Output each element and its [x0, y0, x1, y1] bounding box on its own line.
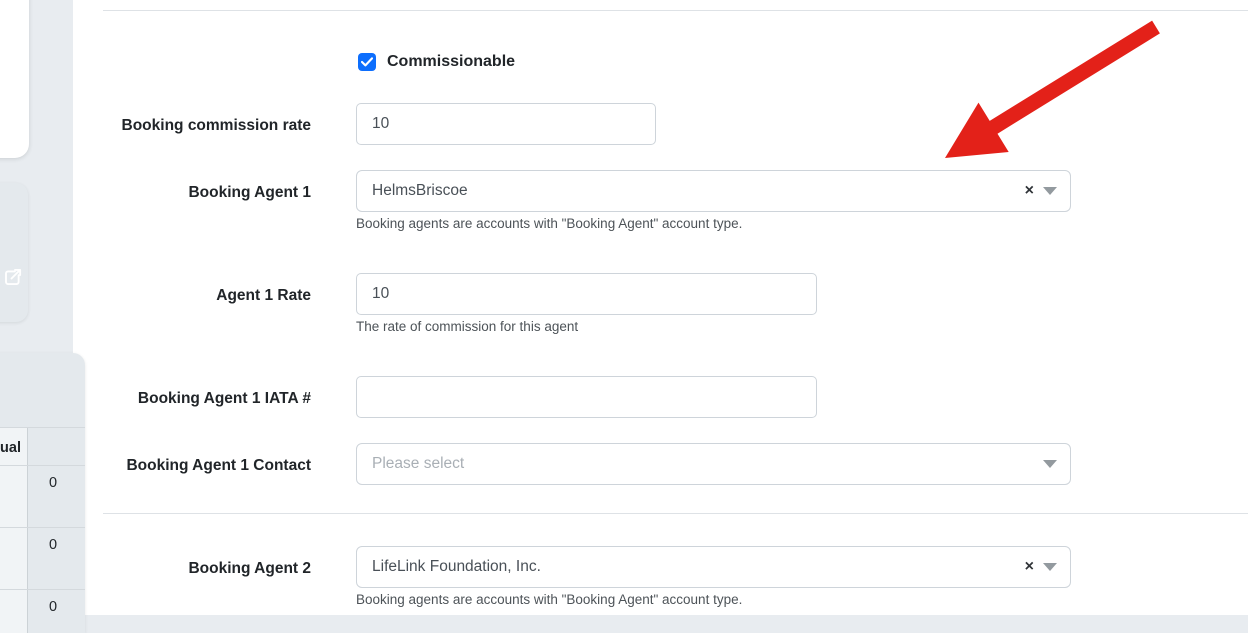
booking-agent-2-label: Booking Agent 2 [188, 560, 311, 577]
section-divider-middle [103, 513, 1248, 514]
sidebar-table-card-fragment [0, 353, 85, 633]
booking-agent-1-chevron-down-icon[interactable] [1043, 187, 1057, 195]
mini-table-cell: 0 [48, 599, 58, 615]
booking-agent-1-contact-label: Booking Agent 1 Contact [126, 457, 311, 474]
booking-agent-1-help: Booking agents are accounts with "Booking Agent" account type. [356, 216, 743, 231]
commissionable-label: Commissionable [387, 53, 516, 70]
mini-table-header-actual: ual [0, 440, 21, 456]
mini-table-cell: 0 [48, 537, 58, 553]
booking-agent-2-help: Booking agents are accounts with "Booking Agent" account type. [356, 592, 743, 607]
checkmark-icon [361, 57, 373, 67]
agent-1-rate-input[interactable] [356, 273, 817, 315]
booking-agent-1-iata-input[interactable] [356, 376, 817, 418]
agent-1-rate-label: Agent 1 Rate [216, 287, 311, 304]
commissionable-checkbox[interactable] [358, 53, 376, 71]
booking-agent-2-select[interactable] [356, 546, 1071, 588]
booking-agent-1-label: Booking Agent 1 [188, 184, 311, 201]
booking-agent-1-iata-label: Booking Agent 1 IATA # [137, 390, 311, 407]
booking-agent-1-contact-select[interactable] [356, 443, 1071, 485]
booking-agent-1-clear-icon[interactable]: × [1024, 182, 1034, 199]
booking-agent-2-chevron-down-icon[interactable] [1043, 563, 1057, 571]
agent-1-rate-help: The rate of commission for this agent [356, 319, 579, 334]
booking-agent-1-contact-chevron-down-icon[interactable] [1043, 460, 1057, 468]
external-link-button[interactable] [3, 267, 23, 292]
booking-commission-rate-input[interactable] [356, 103, 656, 145]
booking-agent-2-clear-icon[interactable]: × [1024, 558, 1034, 575]
mini-table-cell: 0 [48, 475, 58, 491]
booking-agent-1-select[interactable] [356, 170, 1071, 212]
sidebar-card-link-fragment [0, 183, 28, 322]
booking-agent-2-value: LifeLink Foundation, Inc. [372, 558, 541, 575]
box-arrow-up-right-icon [3, 267, 23, 287]
section-divider-top [103, 10, 1248, 11]
sidebar-card-top-fragment [0, 0, 29, 158]
booking-agent-1-value: HelmsBriscoe [372, 182, 468, 199]
booking-agent-1-contact-placeholder: Please select [372, 455, 465, 472]
booking-commission-rate-label: Booking commission rate [121, 117, 311, 134]
mini-table-frozen-column [0, 427, 28, 633]
